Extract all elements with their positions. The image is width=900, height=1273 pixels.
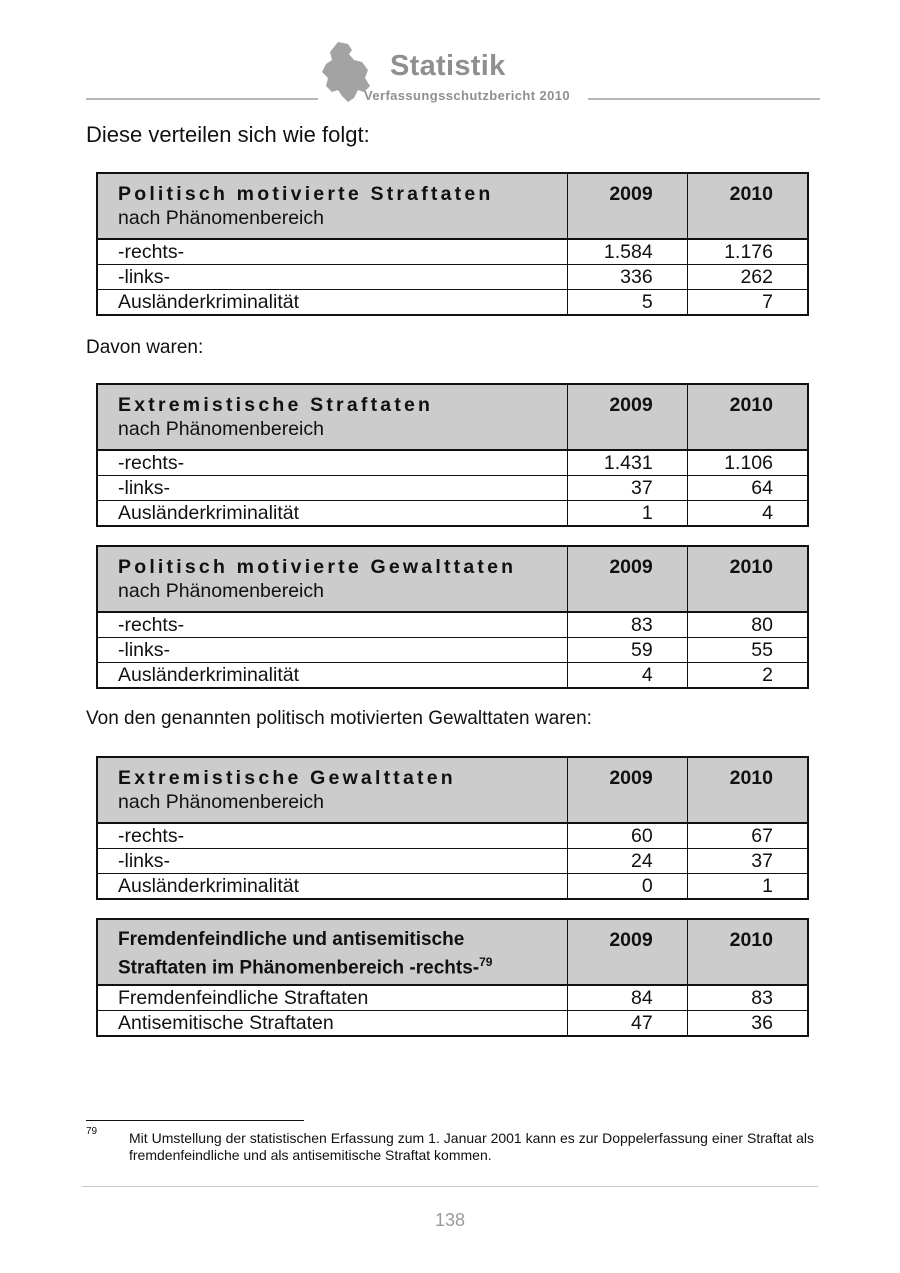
table-subtitle: nach Phänomenbereich [118, 791, 324, 813]
value-2009: 4 [567, 663, 687, 689]
table-row [97, 638, 808, 663]
value-2009: 24 [567, 849, 687, 874]
year-header: 2010 [687, 173, 808, 239]
year-header: 2010 [687, 757, 808, 823]
header-title: Statistik [390, 50, 506, 82]
value-2009: 1.431 [567, 450, 687, 476]
table-subtitle: nach Phänomenbereich [118, 418, 324, 440]
value-2010: 64 [687, 476, 808, 501]
value-2010: 1.106 [687, 450, 808, 476]
table-row [97, 450, 808, 476]
row-label: Ausländerkriminalität [97, 290, 567, 316]
table-header-cell [97, 173, 567, 239]
table-row [97, 290, 808, 316]
header-subtitle: Verfassungsschutzbericht 2010 [364, 88, 570, 103]
footnote-rule [86, 1120, 304, 1121]
table-politically-motivated-violence [96, 545, 809, 689]
table-title: Politisch motivierte Gewalttaten [118, 556, 517, 578]
year-header: 2009 [567, 384, 687, 450]
row-label: -rechts- [97, 612, 567, 638]
row-label: -rechts- [97, 450, 567, 476]
year-header: 2009 [567, 757, 687, 823]
table-row [97, 612, 808, 638]
row-label: -links- [97, 849, 567, 874]
row-label: -rechts- [97, 239, 567, 265]
table-title-line-1: Fremdenfeindliche und antisemitische [118, 929, 465, 950]
row-label: -links- [97, 265, 567, 290]
row-label: Ausländerkriminalität [97, 501, 567, 527]
value-2010: 7 [687, 290, 808, 316]
table-title: Politisch motivierte Straftaten [118, 183, 494, 205]
table-row [97, 476, 808, 501]
footnote-number: 79 [86, 1126, 98, 1137]
row-label: -rechts- [97, 823, 567, 849]
year-header: 2010 [687, 919, 808, 985]
value-2009: 336 [567, 265, 687, 290]
value-2009: 37 [567, 476, 687, 501]
table-row [97, 874, 808, 900]
row-label: Ausländerkriminalität [97, 663, 567, 689]
table-title-line-2: Straftaten im Phänomenbereich -rechts- [118, 957, 480, 979]
header-rule-left [86, 98, 318, 100]
row-label: Antisemitische Straftaten [97, 1011, 567, 1037]
table-row [97, 985, 808, 1011]
year-header: 2010 [687, 546, 808, 612]
year-header: 2009 [567, 546, 687, 612]
table-header-cell [97, 919, 567, 985]
year-header: 2010 [687, 384, 808, 450]
value-2010: 37 [687, 849, 808, 874]
table-subtitle: nach Phänomenbereich [118, 580, 324, 602]
table-row [97, 265, 808, 290]
value-2009: 47 [567, 1011, 687, 1037]
value-2010: 83 [687, 985, 808, 1011]
value-2009: 5 [567, 290, 687, 316]
table-xenophobic-antisemitic-crimes [96, 918, 809, 1037]
value-2009: 60 [567, 823, 687, 849]
value-2009: 1 [567, 501, 687, 527]
year-header: 2009 [567, 919, 687, 985]
table-title: Extremistische Gewalttaten [118, 767, 456, 789]
value-2010: 55 [687, 638, 808, 663]
value-2010: 1 [687, 874, 808, 900]
value-2009: 59 [567, 638, 687, 663]
value-2009: 0 [567, 874, 687, 900]
value-2010: 67 [687, 823, 808, 849]
table-subtitle: nach Phänomenbereich [118, 207, 324, 229]
table-extremist-violence [96, 756, 809, 900]
value-2009: 84 [567, 985, 687, 1011]
table-header-cell [97, 384, 567, 450]
table-header-cell [97, 757, 567, 823]
value-2010: 2 [687, 663, 808, 689]
table-row [97, 663, 808, 689]
table-title-line-2-wrap [118, 951, 567, 979]
page-number: 138 [434, 1210, 466, 1230]
header-rule-right [588, 98, 820, 100]
footer-rule [82, 1186, 818, 1187]
table-extremist-crimes [96, 383, 809, 527]
between-text-1: Davon waren: [86, 337, 204, 358]
row-label: Ausländerkriminalität [97, 874, 567, 900]
row-label: -links- [97, 476, 567, 501]
value-2010: 36 [687, 1011, 808, 1037]
table-row [97, 823, 808, 849]
intro-text: Diese verteilen sich wie folgt: [86, 122, 370, 147]
year-header: 2009 [567, 173, 687, 239]
value-2009: 1.584 [567, 239, 687, 265]
table-politically-motivated-crimes [96, 172, 809, 316]
row-label: Fremdenfeindliche Straftaten [97, 985, 567, 1011]
value-2009: 83 [567, 612, 687, 638]
table-row [97, 239, 808, 265]
value-2010: 80 [687, 612, 808, 638]
between-text-2: Von den genannten politisch motivierten Gewalttaten waren: [86, 708, 592, 729]
table-row [97, 1011, 808, 1037]
table-row [97, 849, 808, 874]
footnote-text: Mit Umstellung der statistischen Erfassung zum 1. Januar 2001 kann es zur Doppelerfassung einer Straftat als fremdenfeindliche und als antisemitische Straftat kommen. [129, 1130, 814, 1163]
table-title: Extremistische Straftaten [118, 394, 434, 416]
footnote-reference[interactable]: 79 [479, 955, 493, 969]
row-label: -links- [97, 638, 567, 663]
table-header-cell [97, 546, 567, 612]
value-2010: 1.176 [687, 239, 808, 265]
table-row [97, 501, 808, 527]
value-2010: 4 [687, 501, 808, 527]
value-2010: 262 [687, 265, 808, 290]
